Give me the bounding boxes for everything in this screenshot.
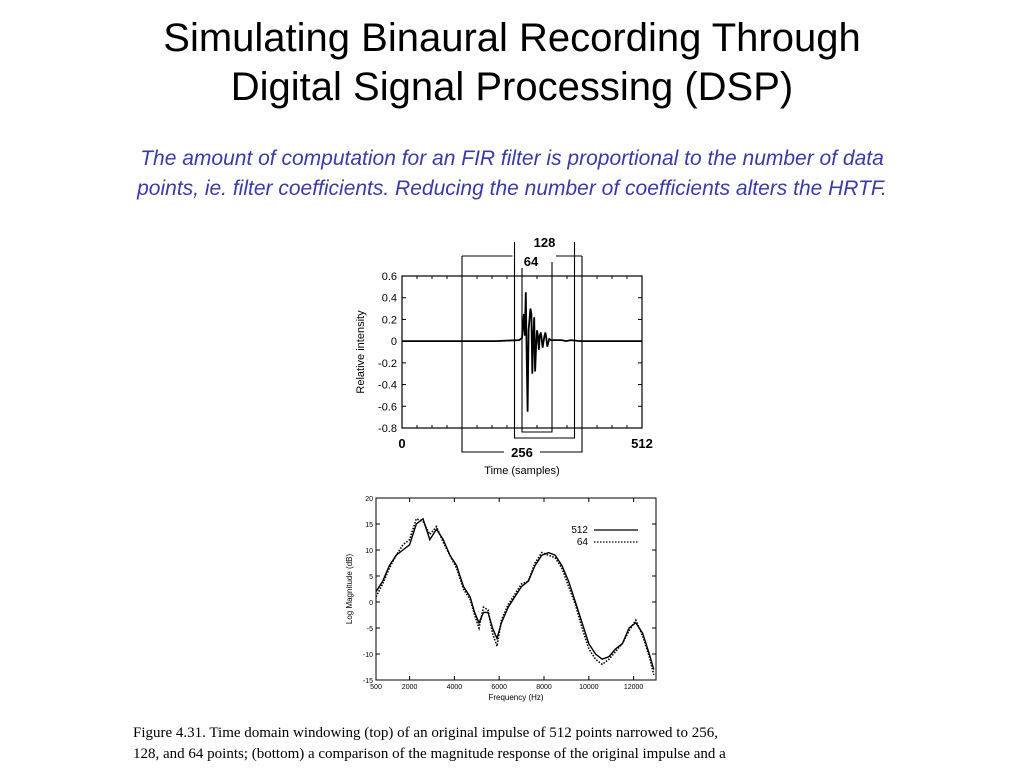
caption-line-1: Figure 4.31. Time domain windowing (top) of an original impulse of 512 points narrowed to 256, [133,725,718,741]
impulse-response-chart [340,232,680,482]
y-tick-label: 5 [369,574,373,581]
x-tick-label: 8000 [536,684,552,691]
x-tick-label: 4000 [446,684,463,691]
y-tick-label: 0 [390,336,397,349]
title-line-1: Simulating Binaural Recording Through [163,16,861,60]
y-tick-label: -0.8 [378,423,397,435]
subtitle-line-1: The amount of computation for an FIR filter is proportional to the number of data [140,147,884,170]
slide-subtitle [30,144,994,204]
y-tick-label: -5 [366,626,373,633]
x-tick-label: 10000 [579,684,599,691]
y-tick-label: -15 [362,678,373,685]
y-tick-label: 0.2 [381,314,397,327]
legend-label-512: 512 [571,525,588,536]
y-axis-label: Relative intensity [355,310,367,394]
magnitude-response-chart [330,490,670,710]
figure-caption [133,723,993,765]
legend-label-64: 64 [576,537,588,548]
y-tick-label: 0 [369,600,373,607]
y-tick-label: -10 [362,652,373,659]
x-axis-label: Frequency (Hz) [488,693,544,702]
y-tick-label: 15 [365,522,373,529]
subtitle-line-2: points, ie. filter coefficients. Reducing the number of coefficients alters the HRTF. [137,177,887,200]
x-tick-label: 6000 [491,684,507,691]
x-tick-label: 0 [398,436,406,451]
x-tick-label: 12000 [623,684,644,691]
x-tick-label: 500 [370,684,382,691]
y-axis-label: Log Magnitude (dB) [345,553,354,625]
y-tick-label: -0.2 [378,357,397,370]
x-axis-label: Time (samples) [484,465,560,477]
window-256-label: 256 [511,445,533,460]
slide-title [0,14,1024,112]
x-tick-label: 512 [631,436,653,451]
window-64-label: 64 [523,254,539,269]
y-tick-label: -0.4 [378,379,397,392]
y-tick-label: -0.6 [378,401,397,414]
y-tick-label: 0.4 [381,292,397,305]
window-128-label: 128 [533,235,556,250]
x-tick-label: 2000 [401,684,418,691]
caption-line-2: 128, and 64 points; (bottom) a comparison of the magnitude response of the original impulse and a [133,746,726,762]
y-tick-label: 10 [365,548,373,555]
title-line-2: Digital Signal Processing (DSP) [230,65,794,109]
y-tick-label: 20 [365,496,373,503]
y-tick-label: 0.6 [381,271,397,283]
